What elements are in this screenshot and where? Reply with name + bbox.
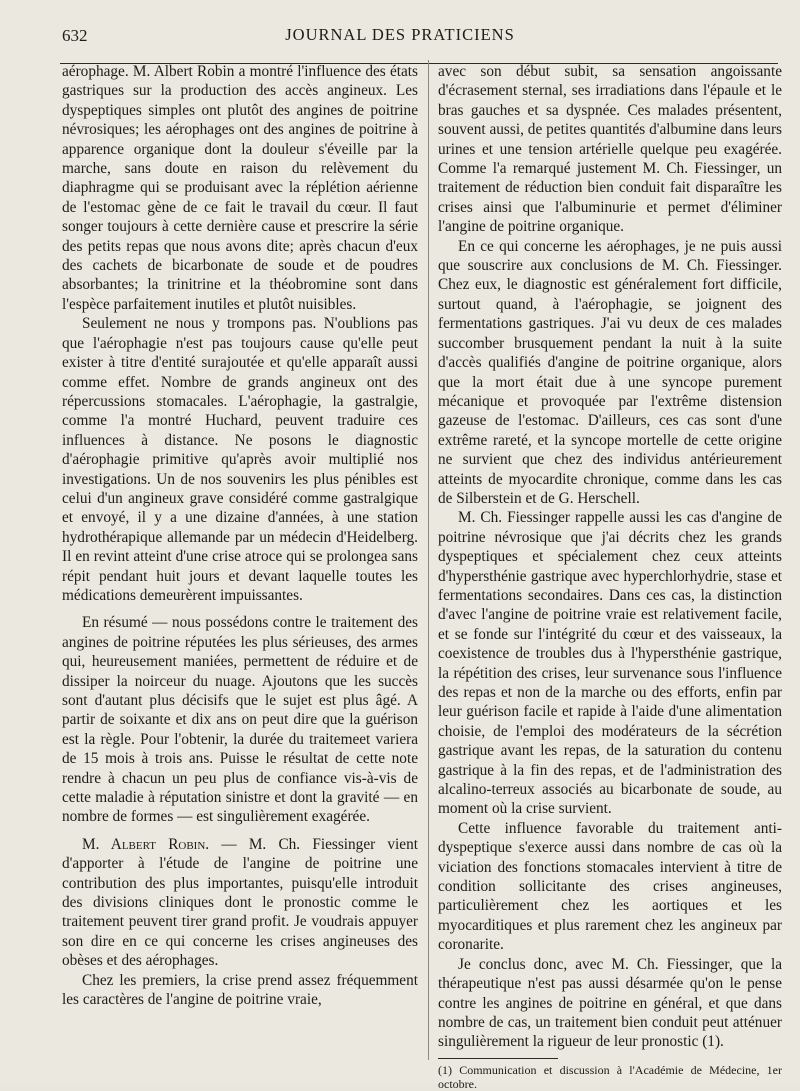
paragraph: Chez les premiers, la crise prend assez fréquemment les caractères de l'angine de poitrine vraie, [62, 971, 418, 1009]
paragraph: Cette influence favorable du traitement anti-dyspeptique s'exerce aussi dans nombre de cas où la viciation des fonctions stomacales intervient à titre de condition sollicitante des crises angineuses, particulièrement chez les aortiques et les myocarditiques et plus rarement chez les angineux par coronarite. [438, 819, 782, 954]
running-title: JOURNAL DES PRATICIENS [285, 25, 515, 44]
paragraph: Je conclus donc, avec M. Ch. Fiessinger, que la thérapeutique n'est pas aussi désarmée qu'on le pense contre les angines de poitrine en général, et que dans nombre de cas, un traitement bien conduit peut atténuer singulièrement la rigueur de leur pronostic (1). [438, 955, 782, 1051]
footnote: (1) Communication et discussion à l'Académie de Médecine, 1er octobre. [438, 1062, 782, 1091]
left-column [62, 62, 418, 1010]
paragraph: Seulement ne nous y trompons pas. N'oublions pas que l'aérophagie n'est pas toujours cause qu'elle peut exister à titre d'entité surajoutée et qu'elle apparaît aussi comme effet. Nombre de grands angineux ont des répercussions stomacales. L'aérophagie, la gastralgie, comme l'a montré Huchard, peuvent traduire ces influences à distance. Ne posons le diagnostic d'aérophagie primitive qu'après avoir multiplié nos investigations. Un de nos souvenirs les plus pénibles est celui d'un angineux grave considéré comme gastralgique et envoyé, il y a une dizaine d'années, à une station hydrothérapique allemande par un médecin d'Heidelberg. Il en revint atteint d'une crise atroce qui se prolongea sans répit pendant huit jours et devant laquelle toutes les médications demeurèrent impuissantes. [62, 315, 418, 604]
author-name: M. Albert Robin. [82, 835, 210, 853]
footnote-rule [438, 1058, 558, 1059]
column-separator [428, 60, 429, 1060]
page-header [0, 18, 800, 48]
paragraph: M. Ch. Fiessinger rappelle aussi les cas d'angine de poitrine névrosique que j'ai décrits chez les grands dyspeptiques et spécialement chez ceux atteints d'hypersthénie gastrique avec hyperchlorhydrie, stase et fermentations secondaires. Dans ces cas, la distinction d'avec l'angine de poitrine vraie est relativement facile, et se fonde sur l'intégrité du cœur et des vaisseaux, la coexistence de troubles dus à l'hypersthénie gastrique, la répétition des crises, leur survenance sous l'influence des repas et non de la marche ou des efforts, enfin par leur guérison facile et rapide à l'aide d'une alimentation choisie, de l'emploi des modérateurs de la sécrétion gastrique avant les repas, de la saturation du contenu gastrique à la fin des repas, et de l'administration des alcalino-terreux associés au bicarbonate de soude, au moment où la crise survient. [438, 509, 782, 818]
paragraph: En ce qui concerne les aérophages, je ne puis aussi que souscrire aux conclusions de M. Ch. Fiessinger. Chez eux, le diagnostic est généralement fort difficile, surtout quand, à l'aérophagie, se joignent des fermentations gastriques. J'ai vu deux de ces malades succomber brusquement pendant la nuit à la suite d'accès qualifiés d'angine de poitrine organique, alors que la mort était due à une syncope purement mécanique et provoquée par l'extrême distension gazeuse de l'estomac. D'ailleurs, ces cas sont d'une extrême rareté, et la syncope mortelle de cette origine ne survient que chez des individus antérieurement atteints de myocardite chronique, comme dans les cas de Silberstein et de G. Herschell. [438, 237, 782, 507]
paragraph: aérophage. M. Albert Robin a montré l'influence des états gastriques sur la production des accès angineux. Les dyspeptiques simples ont plutôt des angines de poitrine névrosiques; les aérophages ont des angines de poitrine à apparence organique dont la douleur s'éveille par la marche, sans doute en raison du relèvement du diaphragme qui se produisant avec la réplétion aérienne de l'estomac gène de ce fait le travail du cœur. Il faut songer toujours à cette dernière cause et prescrire la série des petits repas que nous avons dite; après chacun d'eux des cachets de bicarbonate de soude et de poudres absorbantes; la trinitrine et la théobromine sont dans l'espèce parfaitement inutiles et plutôt nuisibles. [62, 63, 418, 313]
page-number: 632 [62, 26, 88, 45]
paragraph-text: — M. Ch. Fiessinger vient d'apporter à l'étude de l'angine de poitrine une contribution des plus importantes, puisqu'elle introduit des divisions cliniques dont le pronostic comme le traitement peuvent tirer grand profit. Je voudrais appuyer son dire en ce qui concerne les crises angineuses des obèses et des aérophages. [62, 835, 418, 970]
right-column [438, 62, 782, 1091]
paragraph: avec son début subit, sa sensation angoissante d'écrasement sternal, ses irradiations dans l'épaule et le bras gauches et sa dyspnée. Ces malades présentent, souvent aussi, de petites quantités d'albumine dans leurs urines et une tension artérielle quelque peu exagérée. Comme l'a remarqué justement M. Ch. Fiessinger, un traitement de réduction bien conduit fait disparaître les crises ainsi que l'albuminurie et permet d'éliminer l'angine de poitrine organique. [438, 63, 782, 236]
paragraph: En résumé — nous possédons contre le traitement des angines de poitrine réputées les plus sérieuses, des armes qui, heureusement maniées, permettent de réduire et de dissiper la noirceur du nuage. Ajoutons que les succès sont d'autant plus décisifs que le sujet est plus âgé. A partir de soixante et dix ans on peut dire que la guérison est la règle. Pour l'obtenir, la durée du traitemeet variera de 15 mois à trois ans. Puisse le résultat de cette note rendre à chacun un peu plus de confiance vis-à-vis de cette maladie à réputation sinistre et dont la gravité — en nombre de formes — est singulièrement exagérée. [62, 614, 418, 826]
paragraph-robin [62, 835, 418, 971]
